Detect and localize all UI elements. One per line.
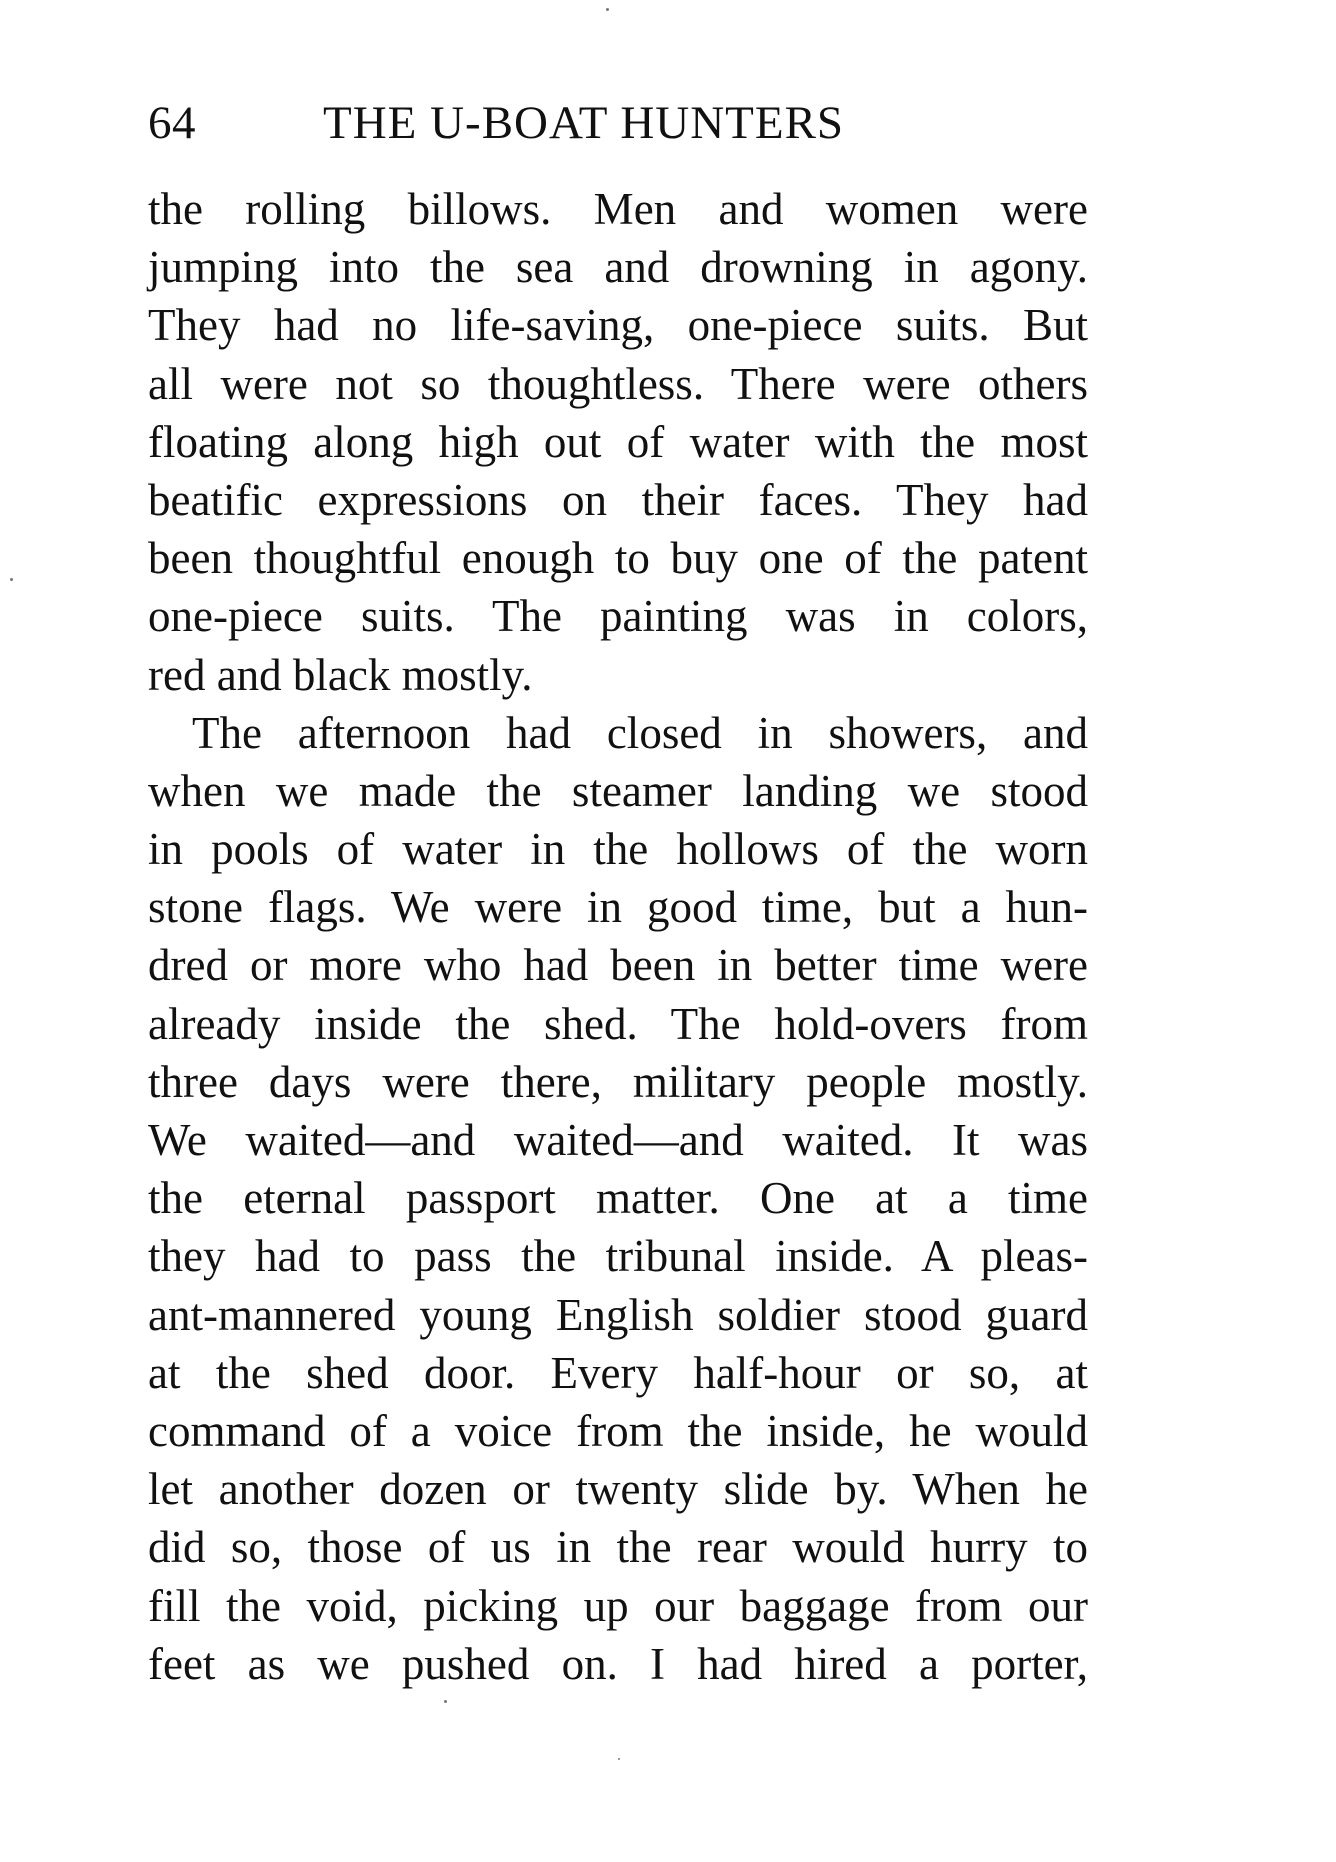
text-line: all were not so thoughtless. There were others xyxy=(148,358,1088,409)
text-line: stone flags. We were in good time, but a hun- xyxy=(148,882,1088,933)
text-line: they had to pass the tribunal inside. A pleas- xyxy=(148,1231,1088,1282)
page-number: 64 xyxy=(148,97,196,149)
text-line: ant-mannered young English soldier stood guard xyxy=(148,1289,1088,1340)
scan-speck xyxy=(10,578,13,581)
text-line: the eternal passport matter. One at a time xyxy=(148,1173,1088,1224)
text-line: the rolling billows. Men and women were xyxy=(148,184,1088,234)
text-line: feet as we pushed on. I had hired a porter, xyxy=(148,1638,1088,1689)
text-line: jumping into the sea and drowning in agony. xyxy=(148,242,1088,293)
text-line: in pools of water in the hollows of the worn xyxy=(148,824,1088,875)
body-text xyxy=(148,180,1088,1693)
text-line: floating along high out of water with the most xyxy=(148,416,1088,467)
text-line: been thoughtful enough to buy one of the patent xyxy=(148,533,1088,584)
text-line: one-piece suits. The painting was in colors, xyxy=(148,591,1088,642)
text-line: let another dozen or twenty slide by. When he xyxy=(148,1464,1088,1515)
scan-speck xyxy=(606,8,609,11)
scan-speck xyxy=(618,1758,620,1760)
text-line: at the shed door. Every half-hour or so, at xyxy=(148,1347,1088,1398)
text-line: when we made the steamer landing we stood xyxy=(148,765,1088,816)
text-line: fill the void, picking up our baggage from our xyxy=(148,1580,1088,1631)
text-line: already inside the shed. The hold-overs from xyxy=(148,998,1088,1049)
running-head: THE U-BOAT HUNTERS xyxy=(323,97,845,149)
scan-speck xyxy=(444,1700,447,1703)
text-line: did so, those of us in the rear would hurry to xyxy=(148,1522,1088,1573)
text-line: beatific expressions on their faces. They had xyxy=(148,474,1088,525)
paragraph-start-line: The afternoon had closed in showers, and xyxy=(192,707,1088,758)
text-line: three days were there, military people mostly. xyxy=(148,1056,1088,1107)
text-line: They had no life-saving, one-piece suits. But xyxy=(148,300,1088,351)
text-line: command of a voice from the inside, he would xyxy=(148,1405,1088,1456)
paragraph-end-line: red and black mostly. xyxy=(148,649,533,700)
text-line: dred or more who had been in better time were xyxy=(148,940,1088,991)
page-header xyxy=(148,88,1088,158)
text-line: We waited—and waited—and waited. It was xyxy=(148,1115,1088,1165)
